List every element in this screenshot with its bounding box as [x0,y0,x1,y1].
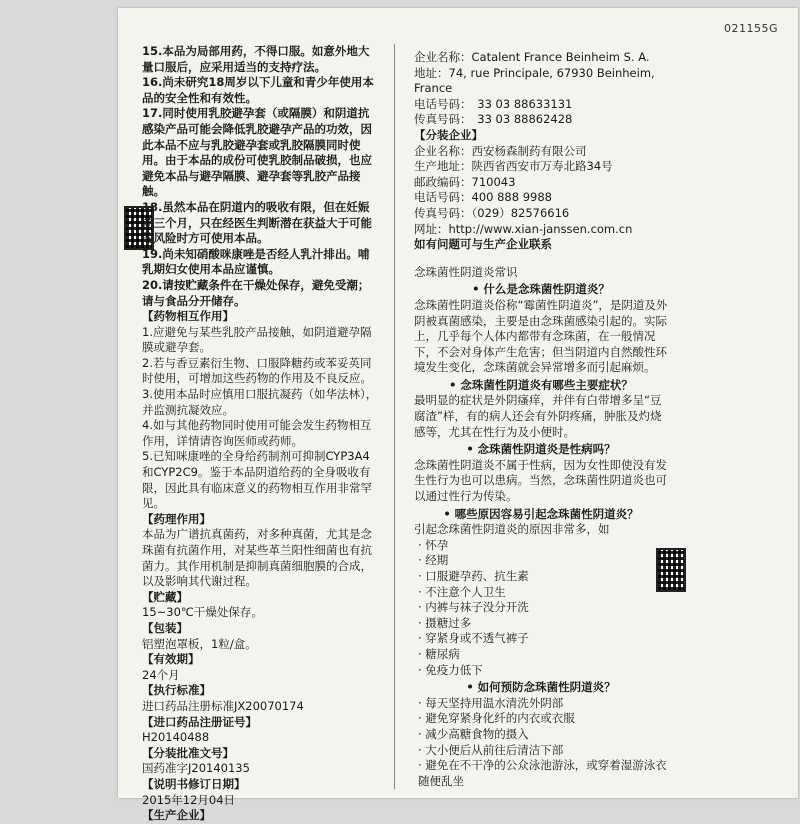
left-paragraph-2: 17.同时使用乳胶避孕套（或隔膜）和阴道抗感染产品可能会降低乳胶避孕产品的功效，因此本品不应与乳胶避孕套或乳胶隔膜同时使用。由于本品的成份可使乳胶制品破损，也应避免本品与避孕隔膜、避孕套等乳胶产品接触。 [142,106,372,199]
company-line-6: 生产地址：陕西省西安市万寿北路34号 [414,159,613,174]
company-line-2: 电话号码： 33 03 88633131 [414,96,573,111]
info-line-19: · 每天坚持用温水清洗外阴部 [418,695,564,710]
info-line-20: · 避免穿紧身化纤的内衣或衣服 [418,711,575,726]
left-paragraph-9: 3.使用本品时应慎用口服抗凝药（如华法林），并监测抗凝效应。 [142,387,378,417]
company-line-3: 传真号码： 33 03 88862428 [414,112,573,127]
company-line-11: 如有问题可与生产企业联系 [414,237,552,252]
info-line-3: • 念珠菌性阴道炎有哪些主要症状？ [449,377,633,392]
left-paragraph-6: 【药物相互作用】 [142,309,234,324]
info-line-13: · 内裤与袜子没分开洗 [418,600,529,615]
left-paragraph-26: 【说明书修订日期】 [142,776,246,791]
left-paragraph-16: 【包装】 [142,620,188,635]
company-line-0: 企业名称：Catalent France Beinheim S. A. [414,50,650,64]
left-paragraph-3: 18.虽然本品在阴道内的吸收有限，但在妊娠前三个月，只在经医生判断潜在获益大于可能的风险时方可使用本品。 [142,199,372,246]
info-line-6: 念珠菌性阴道炎不属于性病，因为女性即使没有发生性行为也可以患病。当然，念珠菌性阴道炎也可以通过性行为传染。 [414,457,667,504]
left-paragraph-0: 15.本品为局部用药，不得口服。如意外地大量口服后，应采用适当的支持疗法。 [142,44,370,74]
info-line-21: · 减少高糖食物的摄入 [418,726,529,741]
left-paragraph-7: 1.应避免与某些乳胶产品接触，如阴道避孕隔膜或避孕套。 [142,324,372,355]
info-line-7: • 哪些原因容易引起念珠菌性阴道炎？ [443,506,639,521]
leaflet-sheet [118,8,798,823]
section-gap [414,253,668,265]
left-column [142,44,380,824]
document-code: 021155G [723,22,778,35]
company-line-5: 企业名称：西安杨森制药有限公司 [414,143,587,158]
info-line-12: · 不注意个人卫生 [418,584,506,599]
left-paragraph-15: 15~30℃干燥处保存。 [142,605,263,620]
company-info [414,50,668,253]
company-line-10: 网址：http://www.xian-janssen.com.cn [414,221,633,236]
info-line-15: · 穿紧身或不透气裤子 [418,631,529,646]
left-paragraph-4: 19.尚未知硝酸咪康唑是否经人乳汁排出。哺乳期妇女使用本品应谨慎。 [142,246,370,277]
left-paragraph-13: 本品为广谱抗真菌药，对多种真菌，尤其是念珠菌有抗菌作用，对某些革兰阳性细菌也有抗菌力。其作用机制是抑制真菌细胞膜的合成，以及影响其代谢过程。 [142,527,372,589]
left-paragraph-24: 【分装批准文号】 [142,745,234,760]
left-paragraph-12: 【药理作用】 [142,511,211,526]
company-line-8: 电话号码：400 888 9988 [414,190,552,205]
info-line-22: · 大小便后从前往后清洁下部 [418,742,564,757]
info-line-4: 最明显的症状是外阴瘙痒，并伴有白带增多呈“豆腐渣”样，有的病人还会有外阴疼痛，肿胀及灼烧感等，尤其在性行为及小便时。 [414,393,662,439]
left-paragraph-10: 4.如与其他药物同时使用可能会发生药物相互作用，详情请咨询医师或药师。 [142,418,372,448]
info-line-18: • 如何预防念珠菌性阴道炎？ [466,680,616,695]
left-paragraph-23: H20140488 [142,730,210,745]
column-divider [394,44,395,789]
left-paragraph-19: 24个月 [142,667,180,682]
left-paragraph-5: 20.请按贮藏条件在干燥处保存，避免受潮；请与食品分开储存。 [142,277,370,308]
left-paragraph-11: 5.已知咪康唑的全身给药制剂可抑制CYP3A4和CYP2C9。鉴于本品阴道给药的全身吸收有限，因此具有临床意义的药物相互作用非常罕见。 [142,449,372,511]
company-line-7: 邮政编码：710043 [414,174,516,189]
info-line-17: · 免疫力低下 [418,662,483,677]
left-paragraph-21: 进口药品注册标准JX20070174 [142,698,304,713]
info-line-10: · 经期 [418,553,449,568]
info-line-16: · 糖尿病 [418,646,460,661]
left-paragraph-17: 铝塑泡罩板，1粒/盒。 [142,636,257,651]
right-column [414,50,668,789]
info-line-23: · 避免在不干净的公众泳池游泳，或穿着湿游泳衣随便乱坐 [418,758,667,788]
info-line-2: 念珠菌性阴道炎俗称“霉菌性阴道炎”，是阴道及外阴被真菌感染，主要是由念珠菌感染引起的。实际上，几乎每个人体内都带有念珠菌，在一般情况下，不会对身体产生危害；但当阴道内自然酸性环境发生变化，念珠菌就会异常增多而引起麻烦。 [414,297,668,375]
left-paragraph-18: 【有效期】 [142,652,200,667]
company-line-9: 传真号码：（029）82576616 [414,205,570,220]
left-paragraph-22: 【进口药品注册证号】 [142,714,257,729]
info-line-1: • 什么是念珠菌性阴道炎？ [472,282,610,297]
info-line-11: · 口服避孕药、抗生素 [418,569,529,583]
info-line-8: 引起念珠菌性阴道炎的原因非常多，如 [414,522,610,537]
company-line-1: 地址：74, rue Principale, 67930 Beinheim, France [414,65,655,96]
left-paragraph-14: 【贮藏】 [142,589,188,604]
left-paragraph-25: 国药准字J20140135 [142,761,250,776]
info-line-5: • 念珠菌性阴道炎是性病吗？ [466,442,616,457]
left-paragraph-1: 16.尚未研究18周岁以下儿童和青少年使用本品的安全性和有效性。 [142,75,374,105]
left-paragraph-28: 【生产企业】 [142,808,211,823]
info-line-9: · 怀孕 [418,537,449,552]
left-paragraph-27: 2015年12月04日 [142,792,236,807]
info-line-0: 念珠菌性阴道炎常识 [414,264,518,279]
company-line-4: 【分装企业】 [414,127,483,142]
candidiasis-info [414,265,668,790]
left-paragraph-20: 【执行标准】 [142,683,211,698]
left-paragraph-8: 2.若与香豆素衍生物、口服降糖药或苯妥英同时使用，可增加这些药物的作用及不良反应。 [142,355,372,386]
info-line-14: · 摄糖过多 [418,615,472,630]
